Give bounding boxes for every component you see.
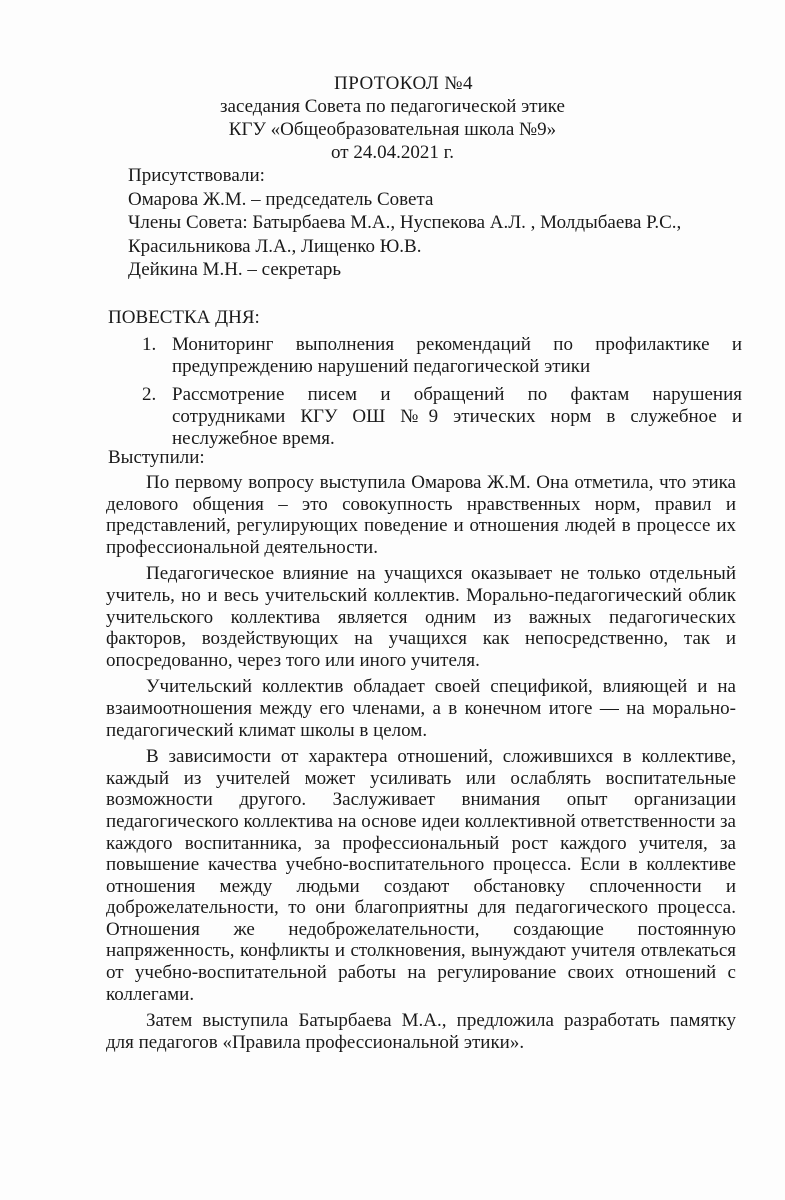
agenda-item bbox=[142, 384, 742, 450]
speakers-title: Выступили: bbox=[108, 447, 205, 468]
speeches-body bbox=[106, 472, 736, 1058]
members-line-1: Члены Совета: Батырбаева М.А., Нуспекова А.Л. , Молдыбаева Р.С., bbox=[128, 212, 682, 233]
meeting-date: от 24.04.2021 г. bbox=[331, 142, 454, 163]
attendance-block bbox=[128, 164, 698, 282]
attendance-label: Присутствовали: bbox=[128, 165, 265, 186]
document-header bbox=[0, 72, 785, 164]
paragraph: По первому вопросу выступила Омарова Ж.М. Она отметила, что этика делового общения – это совокупность нравственных норм, правил и представлений, регулирующих поведение и отношения людей в процессе их профессиональной деятельности. bbox=[106, 472, 736, 558]
meeting-subtitle: заседания Совета по педагогической этике bbox=[220, 96, 565, 117]
agenda-item-text: Мониторинг выполнения рекомендаций по профилактике и предупреждению нарушений педагогической этики bbox=[172, 334, 742, 377]
chair-line: Омарова Ж.М. – председатель Совета bbox=[128, 188, 434, 210]
paragraph: Педагогическое влияние на учащихся оказывает не только отдельный учитель, но и весь учительский коллектив. Морально-педагогический облик учительского коллектива является одним из важных педагогических факторов, воздействующих на учащихся как непосредственно, так и опосредованно, через того или иного учителя. bbox=[106, 563, 736, 671]
agenda-item-number: 2. bbox=[142, 384, 157, 405]
agenda-title: ПОВЕСТКА ДНЯ: bbox=[108, 307, 260, 328]
document-title: ПРОТОКОЛ №4 bbox=[333, 73, 474, 94]
agenda-item-text: Рассмотрение писем и обращений по фактам нарушения сотрудниками КГУ ОШ №9 этических норм в служебное и неслужебное время. bbox=[172, 384, 742, 449]
paragraph: Затем выступила Батырбаева М.А., предложила разработать памятку для педагогов «Правила профессиональной этики». bbox=[106, 1010, 736, 1053]
organization-name: КГУ «Общеобразовательная школа №9» bbox=[228, 119, 557, 140]
agenda-item bbox=[142, 334, 742, 378]
agenda-list bbox=[142, 334, 742, 456]
members-line-2: Красильникова Л.А., Лищенко Ю.В. bbox=[128, 235, 422, 257]
agenda-item-number: 1. bbox=[142, 334, 157, 355]
paragraph: Учительский коллектив обладает своей спецификой, влияющей и на взаимоотношения между его членами, а в конечном итоге — на морально-педагогический климат школы в целом. bbox=[106, 676, 736, 741]
secretary-line: Дейкина М.Н. – секретарь bbox=[128, 259, 342, 280]
paragraph: В зависимости от характера отношений, сложившихся в коллективе, каждый из учителей может усиливать или ослаблять воспитательные возможности другого. Заслуживает внимания опыт организации педагогического коллектива на основе идеи коллективной ответственности за каждого воспитанника, за профессиональный рост каждого учителя, за повышение качества учебно-воспитательного процесса. Если в коллективе отношения между людьми создают обстановку сплоченности и доброжелательности, то они благоприятны для педагогического процесса. Отношения же недоброжелательности, создающие постоянную напряженность, конфликты и столкновения, вынуждают учителя отвлекаться от учебно-воспитательной работы на регулирование своих отношений с коллегами. bbox=[106, 746, 736, 1005]
